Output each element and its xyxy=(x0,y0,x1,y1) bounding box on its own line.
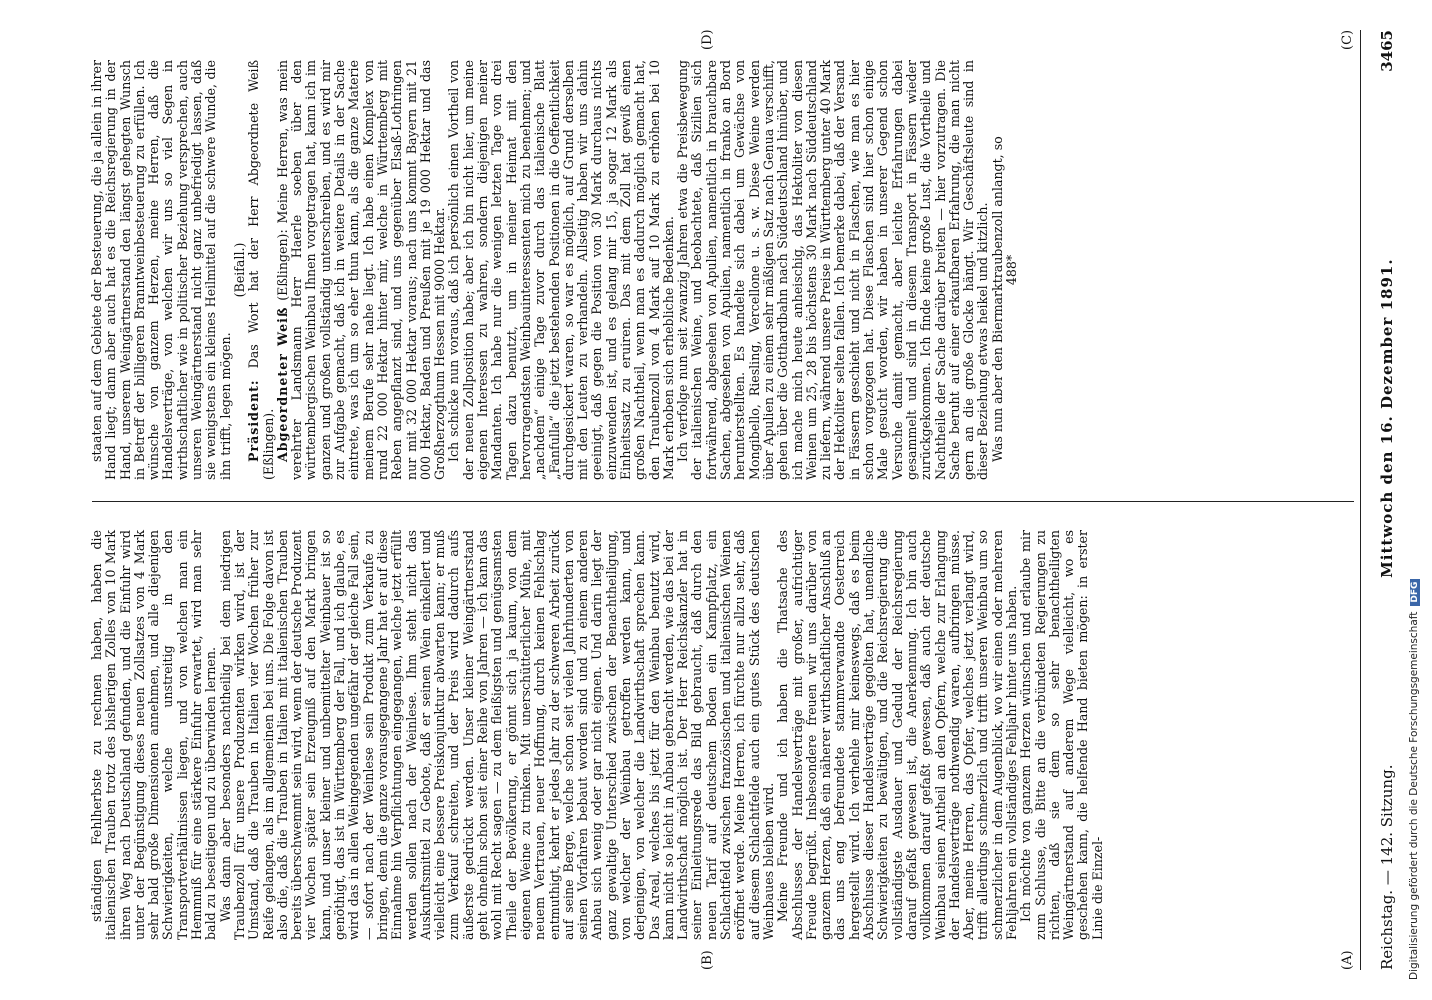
applause-note: (Beifall.) xyxy=(231,242,247,298)
left-column xyxy=(90,530,1352,940)
signature-mark: 488* xyxy=(1004,254,1019,286)
speaker-weiss: Abgeordneter Weiß xyxy=(274,306,290,462)
sidebar-credit xyxy=(1408,20,1420,980)
header-date: Mittwoch den 16. Dezember 1891. xyxy=(1378,258,1396,578)
sidebar-credit-text: Digitalisierung gefördert durch die Deutsche Forschungsgemeinschaft xyxy=(1408,611,1420,980)
president-statement xyxy=(247,60,276,480)
left-paragraph-2: Was dann aber besonders nachtheilig bei dem niedrigen Traubenzoll für unsere Produzenten wirken wird, ist der Umstand, daß die Trauben in Italien vier Wochen früher zur Reife gelangen, als im allgemeinen bei uns. Die Folge davon ist also die, daß die Trauben in Italien mit italienischen Trauben bereits überschwemmt sein wird, wenn der deutsche Produzent vier Wochen später sein Erzeugniß auf den Markt bringen kann, und unser kleiner und unbemittelter Weinbauer ist so genöthigt, das ist in Württemberg der Fall, und ich glaube, es wird das in allen Weingegenden ungefähr der gleiche Fall sein, — sofort nach der Weinlese sein Produkt zum Verkaufe zu bringen, denn die ganze vorausgegangene Jahr hat er auf diese Einnahme hin Verpflichtungen eingegangen, welche jetzt erfüllt werden sollen nach der Weinlese. Ihm steht nicht das Auskunftsmittel zu Gebote, daß er seinen Wein einkellert und vielleicht eine bessere Preiskonjunktur abwarten kann; er muß zum Verkauf schreiten, und der Preis wird dadurch aufs äußerste gedrückt werden. Unser kleiner Weingärtnerstand geht ohnehin schon seit einer Reihe von Jahren — ich kann das wohl mit Recht sagen — zu dem fleißigsten und genügsamsten Theile der Bevölkerung, er gönnt sich ja kaum, von dem eigenen Weine zu trinken. Mit unerschütterlicher Mühe, mit neuem Vertrauen, neuer Hoffnung, durch keinen Fehlschlag entmuthigt, kehrt er jedes Jahr zu der schweren Arbeit zurück auf seine Berge, welche schon seit vielen Jahrhunderten von seinen Vorfahren bebaut worden sind und zu einem anderen Anbau sich wenig oder gar nicht eignen. Und darin liegt der ganz gewaltige Unterschied zwischen der Benachtheiligung, von welcher der Weinbau getroffen werden kann, und derjenigen, von welcher die Landwirthschaft sprechen kann. Das Areal, welches bis jetzt für den Weinbau benutzt wird, kann nicht so leicht in Anbau gebracht werden, wie das bei der Landwirthschaft möglich ist. Der Herr Reichskanzler hat in seiner Einleitungsrede das Bild gebraucht, daß durch den neuen Tarif auf deutschem Boden ein Kampfplatz, ein Schlachtfeld zwischen französischen und italienischen Weinen eröffnet werde. Meine Herren, ich fürchte nur allzu sehr, daß auf diesem Schlachtfelde auch ein gutes Stück des deutschen Weinbaues bleiben wird. xyxy=(217,530,776,940)
right-column xyxy=(90,60,1352,480)
right-paragraph-6: Ich verfolge nun seit zwanzig Jahren etwa die Preisbewegung der italienischen Weine, und beobachtete, daß Sizilien sich fortwährend, abgesehen von Apulien, namentlich in brauchbare Sachen, abgesehen von Apulien, namentlich in franko an Bord herunterstellten. Es handelte sich dabei um Gewächse von Mongibello, Riesling, Vercellone u. s. w. Diese Weine werden über Apulien zu einem sehr mäßigen Satz nach Genua verschifft, gehen über die Gotthardbahn nach Süddeutschland hinüber, und ich mache mich heute anheischig, das Hektoliter von diesen Weinen um 25, 28 bis höchstens 30 Mark nach Süddeutschland zu liefern, während unsere Preise in Württemberg unter 40 Mark der Hektoliter selten fallen. Ich bemerke dabei, daß der Versand in Fässern geschieht und nicht in Flaschen, wie man es hier schon vorgezogen hat. Diese Flaschen sind hier schon einige Male gesucht worden, wir haben in unserer Gegend schon Versuche damit gemacht, aber leichte Erfahrungen dabei gesammelt und sind in diesem Transport in Fässern wieder zurückgekommen. Ich finde keine große Lust, die Vortheile und Nachtheile der Sache darüber breiten — hier vorzutragen. Die Sache beruht auf einer erkaufbaren Erfahrung, die man nicht gern an die große Glocke hängt. Wir Geschäftsleute sind in dieser Beziehung etwas heikel und kitzlich. xyxy=(675,60,991,480)
digitization-sidebar xyxy=(1408,20,1428,980)
header-session: Reichstag. — 142. Sitzung. xyxy=(1378,764,1396,970)
left-paragraph-3: Meine Freunde und ich haben die Thatsache des Abschlusses der Handelsverträge mit großer, aufrichtiger Freude begrüßt. Insbesondere freuen wir uns darüber von ganzem Herzen, daß ein näherer wirthschaftlicher Anschluß an das uns eng befreundete stammverwandte Oesterreich hergestellt wird. Ich verhehle mir keineswegs, daß es beim Abschlusse dieser Handelsverträge gegolten hat, unendliche Schwierigkeiten zu bewältigen, und die Reichsregierung die vollständigste Ausdauer und Geduld der Reichsregierung darauf gefaßt gewesen ist, die Anerkennung. Ich bin auch vollkommen darauf gefaßt gewesen, daß auch der deutsche Weinbau seinen Antheil an den Opfern, welche zur Erlangung der Handelsverträge nothwendig waren, aufbringen müsse. Aber, meine Herren, das Opfer, welches jetzt verlangt wird, trifft allerdings schmerzlich und trifft unseren Weinbau um so schmerzlicher in dem Augenblick, wo wir einen oder mehreren Fehljahren ein vollständiges Fehljahr hinter uns haben. xyxy=(775,530,1019,940)
president-text: Das Wort hat der Herr Abgeordnete Weiß (Eßlingen). xyxy=(246,60,276,480)
speaker-president: Präsident: xyxy=(246,379,262,462)
weiss-statement xyxy=(276,60,448,480)
left-paragraph-1: ständigen Fehlherbste zu rechnen haben, haben die italienischen Trauben trotz des bisherigen Zolles von 10 Mark ihren Weg nach Deutschland gefunden, und die Einfuhr wird unter der Begünstigung dieses neuen Zollsatzes von 4 Mark sehr bald große Dimensionen annehmen, und alle diejenigen Schwierigkeiten, welche unstreitig in den Transportverhältnissen liegen, und von welchen man ein Hemmniß für eine stärkere Einfuhr erwartet, wird man sehr bald zu beseitigen und zu überwinden lernen. xyxy=(89,530,219,940)
header-rule xyxy=(1360,30,1361,970)
margin-mark-d: (D) xyxy=(700,29,715,50)
page-header xyxy=(1372,30,1402,970)
right-paragraph-1: staaten auf dem Gebiete der Besteuerung, die ja allein in ihrer Hand liegt; dann aber auch hat es die Reichsregierung in der Hand, unserem Weingärtnerstand den längst gehegten Wunsch in Betreff der billigeren Branntweinbesteuerung zu erfüllen. Ich wünsche von ganzem Herzen, meine Herren, daß die Handelsverträge, von welchen wir uns so viel Segen in wirthschaftlicher wie in politischer Beziehung versprechen, auch unseren Weingärtnerstand nicht ganz unbefriedigt lassen, daß sie wenigstens ein kleines Heilmittel auf die schwere Wunde, die ihn trifft, legen mögen. xyxy=(89,60,233,480)
left-paragraph-4: Ich möchte von ganzem Herzen wünschen und erlaube mir zum Schlusse, die Bitte an die verbündeten Regierungen zu richten, daß sie dem so sehr benachtheiligten Weingärtnerstand auf anderem Wege vielleicht, wo es geschehen kann, die helfende Hand bieten mögen: in erster Linie die Einzel- xyxy=(1018,530,1105,940)
margin-mark-c: (C) xyxy=(1340,29,1355,50)
right-paragraph-7: Was nun aber den Biermarktraubenzoll anlangt, so xyxy=(989,136,1005,462)
margin-mark-b: (B) xyxy=(700,950,715,970)
dfg-logo: DFG xyxy=(1410,579,1420,606)
page-number: 3465 xyxy=(1378,30,1396,72)
column-divider xyxy=(92,501,1354,502)
weiss-text: (Eßlingen): Meine Herren, was mein verehrter Landsmann Herr Haerle soeben über den württembergischen Weinbau Ihnen vorgetragen hat, kann ich im ganzen und großen vollständig unterschreiben, und es wird mir zur Aufgabe gemacht, daß ich in weitere Details in der Sache eintrete, was ich um so eher thun kann, als die ganze Materie meinem Berufe sehr nahe liegt. Ich habe einen Komplex von rund 22 000 Hektar hinter mir, welche in Württemberg mit Reben angepflanzt sind, und uns gegenüber Elsaß-Lothringen nur mit 32 000 Hektar voraus; nach uns kommt Bayern mit 21 000 Hektar, Baden und Preußen mit je 19 000 Hektar und das Großherzogthum Hessen mit 9000 Hektar. xyxy=(274,60,448,480)
margin-mark-a: (A) xyxy=(1340,950,1355,970)
right-paragraph-5: Ich schicke nun voraus, daß ich persönlich einen Vortheil von der neuen Zollposition habe; aber ich bin nicht hier, um meine eigenen Interessen zu wahren, sondern diejenigen meiner Mandanten. Ich habe nur die wenigen letzten Tage von drei Tagen dazu benutzt, um in meiner Heimat mit den hervorragendsten Weinbauinteressenten mich zu benehmen; und „nachdem“ einige Tage zuvor durch das italienische Blatt „Fanfulla“ die jetzt bestehenden Positionen in die Oeffentlichkeit durchgesickert waren, so war es möglich, auf Grund derselben mit den Leuten zu verhandeln. Allseitig haben wir uns dahin geeinigt, daß gegen die Position von 30 Mark durchaus nichts einzuwenden ist, und es gelang mir 15, ja sogar 12 Mark als Einheitssatz zu eruiren. Das mit dem Zoll hat gewiß einen großen Nachtheil, wenn man es dadurch möglich gemacht hat, den Traubenzoll von 4 Mark auf 10 Mark zu erhöhen bei 10 Mark erhoben sich erhebliche Bedenken. xyxy=(446,60,676,480)
